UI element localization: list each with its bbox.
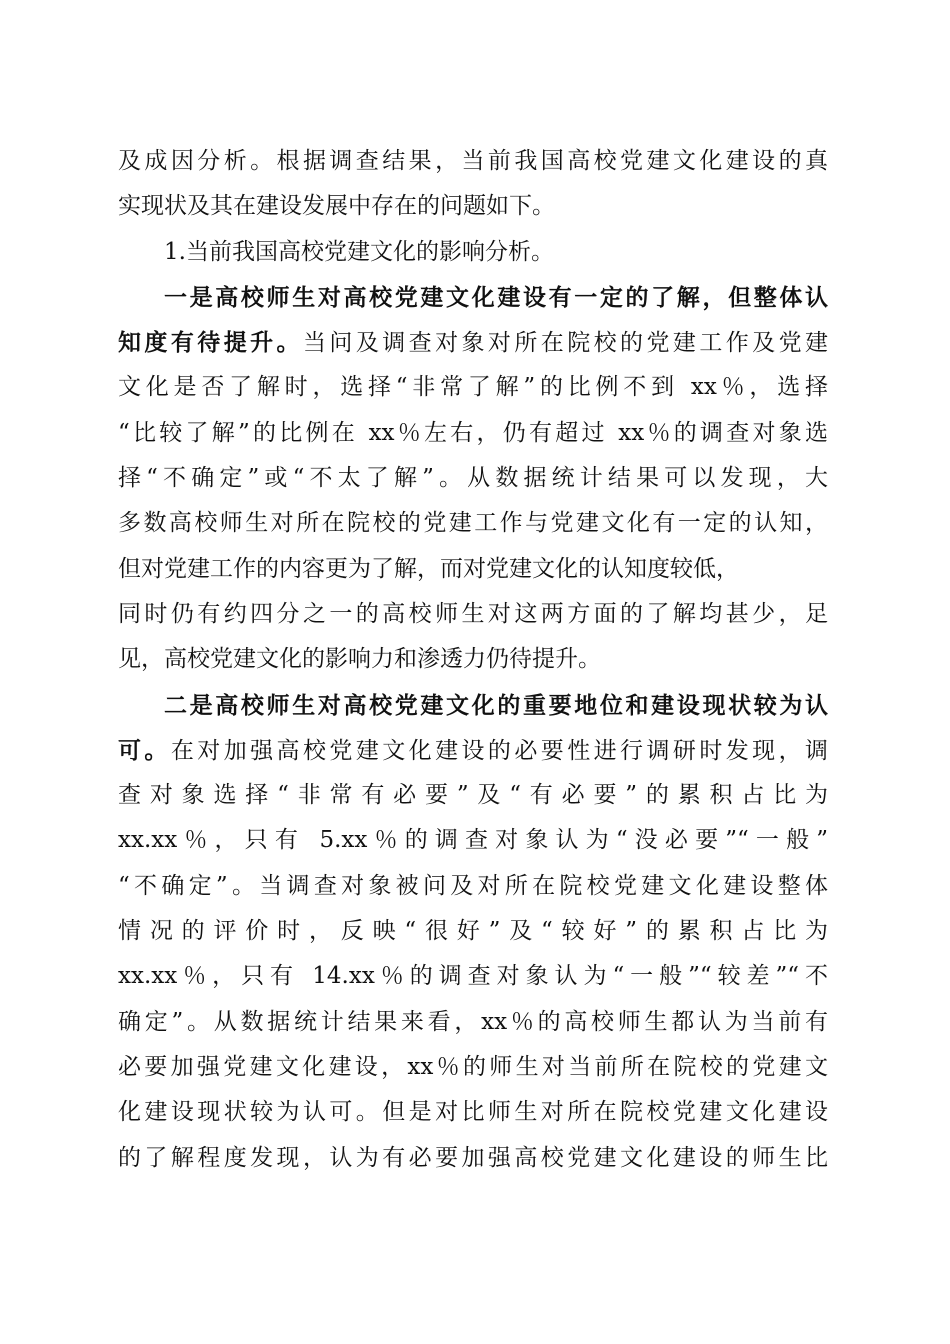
body-line: 情况的评价时，反映“很好”及“较好”的累积占比为	[118, 918, 828, 945]
body-line: 查对象选择“非常有必要”及“有必要”的累积占比为	[118, 782, 828, 809]
body-line: 实现状及其在建设发展中存在的问题如下。	[118, 193, 555, 220]
body-line: xx.xx％，只有 5.xx％的调查对象认为“没必要”“一般”	[118, 827, 828, 854]
body-line: 必要加强党建文化建设，xx％的师生对当前所在院校的党建文	[118, 1053, 828, 1080]
body-line: 多数高校师生对所在院校的党建工作与党建文化有一定的认知，	[118, 510, 828, 537]
body-line: 化建设现状较为认可。但是对比师生对所在院校党建文化建设	[118, 1099, 828, 1126]
body-text: 在对加强高校党建文化建设的必要性进行调研时发现，调	[170, 737, 829, 764]
body-line	[118, 320, 828, 365]
body-line: 但对党建工作的内容更为了解，而对党建文化的认知度较低，	[118, 555, 739, 582]
document-body	[118, 139, 828, 1181]
body-line: 择“不确定”或“不太了解”。从数据统计结果可以发现，大	[118, 465, 828, 492]
bold-lead-text: 知度有待提升。	[118, 329, 303, 357]
body-line: 同时仍有约四分之一的高校师生对这两方面的了解均甚少，足	[118, 600, 828, 627]
body-line: 见，高校党建文化的影响力和渗透力仍待提升。	[118, 646, 601, 673]
body-line: 的了解程度发现，认为有必要加强高校党建文化建设的师生比	[118, 1144, 828, 1171]
bold-lead-line: 一是高校师生对高校党建文化建设有一定的了解，但整体认	[164, 283, 828, 311]
body-line	[118, 728, 828, 773]
bold-lead-text: 可。	[118, 736, 171, 764]
body-line: “比较了解”的比例在 xx％左右，仍有超过 xx％的调查对象选	[118, 419, 828, 446]
body-line: xx.xx％，只有 14.xx％的调查对象认为“一般”“较差”“不	[118, 963, 828, 990]
body-line: 及成因分析。根据调查结果，当前我国高校党建文化建设的真	[118, 148, 828, 174]
body-line: 确定”。从数据统计结果来看，xx％的高校师生都认为当前有	[118, 1008, 828, 1035]
body-line: “不确定”。当调查对象被问及对所在院校党建文化建设整体	[118, 872, 828, 899]
section-heading: 1.当前我国高校党建文化的影响分析。	[164, 238, 554, 265]
body-line: 文化是否了解时，选择“非常了解”的比例不到 xx％，选择	[118, 374, 828, 401]
bold-lead-line: 二是高校师生对高校党建文化的重要地位和建设现状较为认	[164, 691, 828, 719]
body-text: 当问及调查对象对所在院校的党建工作及党建	[302, 330, 829, 357]
